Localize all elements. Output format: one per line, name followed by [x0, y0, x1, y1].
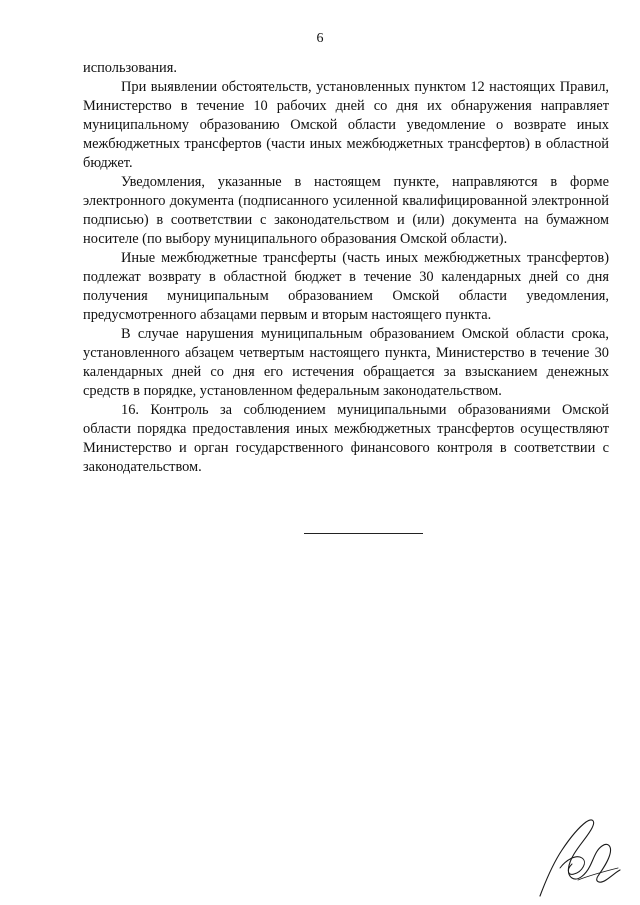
- paragraph-control-clause: 16. Контроль за соблюдением муниципальными образованиями Омской области порядка предоставления иных межбюджетных трансфертов осуществляют Министерство и орган государственного финансового контроля в соответствии с законодательством.: [83, 402, 609, 475]
- signature-stroke-main: [540, 820, 620, 896]
- handwritten-signature: [532, 810, 622, 900]
- document-body: [83, 59, 609, 477]
- paragraph-notice-of-return: При выявлении обстоятельств, установленных пунктом 12 настоящих Правил, Министерство в течение 10 рабочих дней со дня их обнаружения направляет муниципальному образованию Омской области уведомление о возврате иных межбюджетных трансфертов (части иных межбюджетных трансфертов) в областной бюджет.: [83, 79, 609, 171]
- signature-stroke-loop: [560, 857, 584, 875]
- page-number: 6: [316, 31, 324, 46]
- paragraph-notice-format: Уведомления, указанные в настоящем пункте, направляются в форме электронного документа (подписанного усиленной квалифицированной электронной подписью) в соответствии с законодательством и (или) документа на бумажном носителе (по выбору муниципального образования Омской области).: [83, 174, 609, 247]
- paragraph-continuation: использования.: [83, 60, 177, 76]
- paragraph-violation-recovery: В случае нарушения муниципальным образованием Омской области срока, установленного абзацем четвертым настоящего пункта, Министерство в течение 30 календарных дней со дня его истечения обращается за взысканием денежных средств в порядке, установленном федеральным законодательством.: [83, 326, 609, 399]
- paragraph-return-deadline: Иные межбюджетные трансферты (часть иных межбюджетных трансфертов) подлежат возврату в областной бюджет в течение 30 календарных дней со дня получения муниципальным образованием Омской области уведомления, предусмотренного абзацами первым и вторым настоящего пункта.: [83, 250, 609, 323]
- end-of-text-rule: [304, 533, 423, 534]
